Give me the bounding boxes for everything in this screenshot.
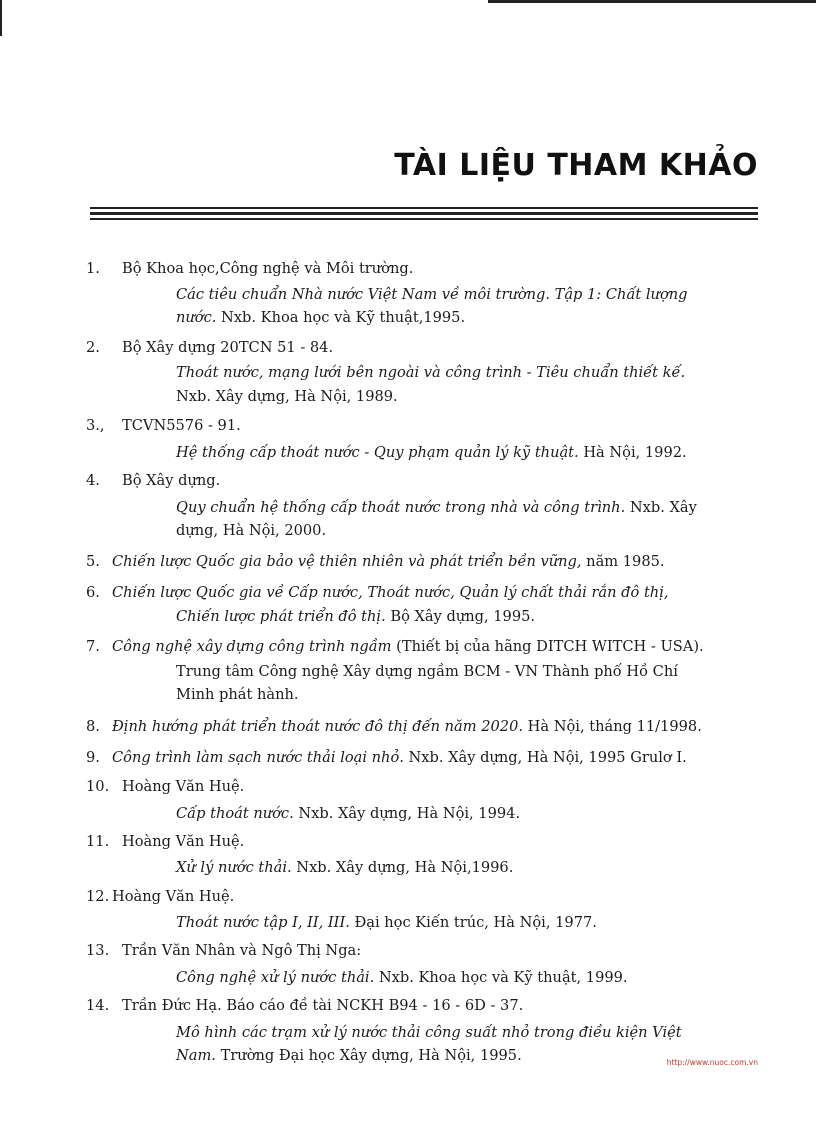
reference-title: Các tiêu chuẩn Nhà nước Việt Nam về môi trường. Tập 1: Chất lượng xyxy=(176,286,688,303)
reference-author: Hoàng Văn Huệ. xyxy=(112,888,235,905)
reference-publisher: dựng, Hà Nội, 2000. xyxy=(176,522,327,539)
reference-heading xyxy=(112,580,669,605)
reference-number: 3., xyxy=(86,417,105,434)
reference-author: Hoàng Văn Huệ. xyxy=(122,833,245,850)
reference-number: 8. xyxy=(86,718,100,735)
reference-heading xyxy=(112,549,665,574)
reference-title: Định hướng phát triển thoát nước đô thị đến năm 2020. xyxy=(112,718,524,735)
reference-title: Nam. xyxy=(176,1047,216,1064)
reference-heading xyxy=(112,745,687,770)
reference-publisher: Hà Nội, 1992. xyxy=(578,444,687,461)
reference-title: Công nghệ xây dựng công trình ngầm xyxy=(112,638,392,655)
reference-line xyxy=(176,910,597,935)
reference-title: Thoát nước tập I, II, III. xyxy=(176,914,350,931)
reference-line xyxy=(176,659,678,684)
reference-line xyxy=(176,682,299,707)
reference-publisher: (Thiết bị của hãng DITCH WITCH - USA). xyxy=(391,638,704,655)
reference-line xyxy=(176,965,628,990)
reference-number: 4. xyxy=(86,472,100,489)
reference-line xyxy=(176,1020,682,1045)
reference-number: 5. xyxy=(86,553,100,570)
reference-number: 14. xyxy=(86,997,110,1014)
reference-line xyxy=(176,305,465,330)
reference-number: 9. xyxy=(86,749,100,766)
reference-title: Quy chuẩn hệ thống cấp thoát nước trong nhà và công trình. xyxy=(176,499,626,516)
reference-publisher: Nxb. Xây xyxy=(625,499,697,516)
reference-title: Công trình làm sạch nước thải loại nhỏ. xyxy=(112,749,404,766)
reference-heading xyxy=(112,714,702,739)
reference-publisher: Đại học Kiến trúc, Hà Nội, 1977. xyxy=(349,914,597,931)
reference-publisher: Nxb. Xây dựng, Hà Nội, 1995 Grulơ I. xyxy=(403,749,687,766)
reference-publisher: năm 1985. xyxy=(581,553,665,570)
reference-publisher: Nxb. Khoa học và Kỹ thuật, 1999. xyxy=(374,969,628,986)
reference-title: Hệ thống cấp thoát nước - Quy phạm quản lý kỹ thuật. xyxy=(176,444,579,461)
reference-line xyxy=(176,440,687,465)
reference-heading xyxy=(112,634,704,659)
reference-author: TCVN5576 - 91. xyxy=(122,417,241,434)
reference-author: Trần Văn Nhân và Ngô Thị Nga: xyxy=(122,942,362,959)
reference-line xyxy=(176,518,326,543)
reference-author: Bộ Xây dựng 20TCN 51 - 84. xyxy=(122,339,334,356)
reference-author: Bộ Khoa học,Công nghệ và Môi trường. xyxy=(122,260,414,277)
footer-url: http://www.nuoc.com.vn xyxy=(666,1058,758,1067)
reference-line xyxy=(176,384,398,409)
reference-number: 13. xyxy=(86,942,110,959)
reference-publisher: Nxb. Khoa học và Kỹ thuật,1995. xyxy=(216,309,466,326)
reference-number: 10. xyxy=(86,778,110,795)
reference-publisher: Nxb. Xây dựng, Hà Nội,1996. xyxy=(291,859,514,876)
reference-publisher: Trung tâm Công nghệ Xây dựng ngầm BCM - VN Thành phố Hồ Chí xyxy=(176,663,678,680)
reference-author: Hoàng Văn Huệ. xyxy=(122,778,245,795)
reference-publisher: Minh phát hành. xyxy=(176,686,299,703)
reference-title: Chiến lược Quốc gia bảo vệ thiên nhiên và phát triển bền vững, xyxy=(112,553,582,570)
page-title: TÀI LIỆU THAM KHẢO xyxy=(394,148,758,183)
reference-publisher: Bộ Xây dựng, 1995. xyxy=(385,608,536,625)
reference-line xyxy=(176,604,535,629)
reference-publisher: Hà Nội, tháng 11/1998. xyxy=(523,718,702,735)
reference-title: Xử lý nước thải. xyxy=(176,859,292,876)
reference-author: Trần Đức Hạ. Báo cáo đề tài NCKH B94 - 16 - 6D - 37. xyxy=(122,997,524,1014)
reference-title: Chiến lược phát triển đô thị. xyxy=(176,608,386,625)
reference-number: 11. xyxy=(86,833,110,850)
reference-line xyxy=(176,855,513,880)
reference-line xyxy=(176,360,685,385)
reference-number: 2. xyxy=(86,339,100,356)
reference-title: nước. xyxy=(176,309,217,326)
reference-publisher: Nxb. Xây dựng, Hà Nội, 1989. xyxy=(176,388,398,405)
reference-title: Thoát nước, mạng lưới bên ngoài và công trình - Tiêu chuẩn thiết kế. xyxy=(176,364,686,381)
reference-title: Cấp thoát nước. xyxy=(176,805,294,822)
reference-number: 6. xyxy=(86,584,100,601)
reference-author: Bộ Xây dựng. xyxy=(122,472,221,489)
reference-line xyxy=(176,282,687,307)
reference-line xyxy=(176,495,697,520)
reference-title: Công nghệ xử lý nước thải. xyxy=(176,969,375,986)
reference-line xyxy=(176,1043,522,1068)
reference-publisher: Trường Đại học Xây dựng, Hà Nội, 1995. xyxy=(215,1047,522,1064)
reference-title: Chiến lược Quốc gia về Cấp nước, Thoát nước, Quản lý chất thải rắn đô thị, xyxy=(112,584,669,601)
reference-line xyxy=(176,801,520,826)
reference-number: 1. xyxy=(86,260,100,277)
reference-title: Mô hình các trạm xử lý nước thải công suất nhỏ trong điều kiện Việt xyxy=(176,1024,682,1041)
reference-number: 7. xyxy=(86,638,100,655)
reference-number: 12. xyxy=(86,888,110,905)
reference-publisher: Nxb. Xây dựng, Hà Nội, 1994. xyxy=(293,805,521,822)
